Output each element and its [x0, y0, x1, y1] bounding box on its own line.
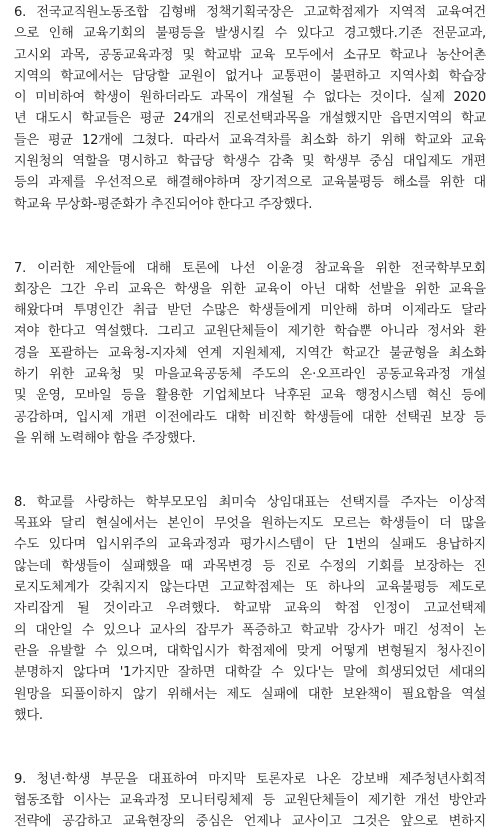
paragraph-line: 원망을 되풀이하지 않기 위해서는 제도 실패에 대한 보완책이 필요함을 역설: [14, 686, 486, 702]
paragraph-line: 경을 포괄하는 교육청-지자체 연계 지원체제, 지역간 학교간 불균형을 최소화: [14, 345, 486, 361]
paragraph-line: 이 미비하여 학생이 원하더라도 과목이 개설될 수 없다는 것이다. 실제 2020: [14, 90, 486, 106]
paragraph-line: 져야 한다고 역설했다. 그리고 교원단체들이 제기한 학습뿐 아니라 정서와 환: [14, 324, 486, 340]
paragraph-line: 하기 위한 교육청 및 마을교육공동체 주도의 온·오프라인 공동교육과정 개설: [14, 367, 486, 383]
paragraph-line: 으로 인해 교육기회의 불평등을 발생시킬 수 있다고 경고했다.기존 전문교과,: [14, 26, 486, 42]
paragraph-line: 의 대안일 수 있으나 교사의 잡무가 폭증하고 학교밖 강사가 매긴 성적이 논: [14, 622, 486, 638]
paragraph-line: 란을 유발할 수 있으며, 대학입시가 학점제에 맞게 어떻게 변형될지 청사진이: [14, 643, 486, 659]
paragraph-line: 지역의 학교에서는 담당할 교원이 없거나 교통편이 불편하고 지역사회 학습장: [14, 68, 486, 84]
paragraph-line: 수도 있다며 입시위주의 교육과정과 평가시스템이 단 1번의 실패도 용납하지: [14, 537, 486, 553]
paragraph-line: 을 위해 노력해야 함을 주장했다.: [14, 430, 196, 446]
paragraph-gap: [14, 215, 486, 236]
paragraph-line: 공감하며, 입시제 개편 이전에라도 대학 비진학 학생들에 대한 선택권 보장 등: [14, 409, 486, 425]
paragraph-gap: [14, 747, 486, 768]
paragraph-line: 년 대도시 학교들은 평균 24개의 진로선택과목을 개설했지만 읍면지역의 학교: [14, 111, 486, 127]
paragraph-7: [14, 258, 486, 450]
paragraph-gap: [14, 449, 486, 470]
paragraph-line: 학교육 무상화-평준화가 추진되어야 한다고 주장했다.: [14, 196, 313, 212]
paragraph-line: 분명하지 않다며 '1가지만 잘하면 대학갈 수 있다'는 말에 희생되었던 세대의: [14, 665, 486, 681]
paragraph-line: 들은 평균 12개에 그쳤다. 따라서 교육격차를 최소화 하기 위해 학교와 교육: [14, 132, 486, 148]
paragraph-line: 했다.: [14, 707, 43, 723]
paragraph-line: 6. 전국교직원노동조합 김형배 정책기획국장은 고교학점제가 지역적 교육여건: [14, 5, 486, 20]
paragraph-8: [14, 492, 486, 726]
paragraph-line: 회장은 그간 우리 교육은 학생을 위한 교육이 아닌 대학 선발을 위한 교육을: [14, 281, 486, 297]
paragraph-6: [14, 2, 486, 215]
paragraph-line: 해왔다며 투명인간 취급 받던 수많은 학생들에게 미안해 하며 이제라도 달라: [14, 303, 486, 319]
paragraph-line: 7. 이러한 제안들에 대해 토론에 나선 이윤경 참교육을 위한 전국학부모회: [14, 260, 486, 276]
paragraph-line: 및 운영, 모바일 등을 활용한 기업체보다 낙후된 교육 행정시스템 혁신 등에: [14, 388, 486, 404]
paragraph-gap: [14, 236, 486, 257]
document-body: [14, 0, 486, 833]
paragraph-gap: [14, 471, 486, 492]
paragraph-line: 전략에 공감하고 교육현장의 중심은 언제나 교사이고 그것은 앞으로 변하지: [14, 814, 486, 830]
paragraph-line: 로지도체계가 갖춰지지 않는다면 고교학점제는 또 하나의 교육불평등 제도로: [14, 580, 486, 596]
paragraph-gap: [14, 726, 486, 747]
paragraph-line: 지원청의 역할을 명시하고 학급당 학생수 감축 및 학생부 중심 대입제도 개편: [14, 154, 486, 170]
paragraph-9: [14, 769, 486, 833]
paragraph-line: 자리잡게 될 것이라고 우려했다. 학교밖 교육의 학점 인정이 고교선택제: [14, 601, 486, 617]
paragraph-line: 등의 과제를 우선적으로 해결해야하며 장기적으로 교육불평등 해소를 위한 대: [14, 175, 486, 191]
paragraph-line: 않는데 학생들이 실패했을 때 과목변경 등 진로 수정의 기회를 보장하는 진: [14, 558, 486, 574]
paragraph-line: 협동조합 이사는 교육과정 모니터링체제 등 교원단체들이 제기한 개선 방안과: [14, 792, 486, 808]
paragraph-line: 8. 학교를 사랑하는 학부모모임 최미숙 상임대표는 선택지를 주자는 이상적: [14, 494, 486, 510]
paragraph-line: 9. 청년·학생 부문을 대표하여 마지막 토론자로 나온 강보배 제주청년사회적: [14, 771, 486, 787]
paragraph-line: 고시외 과목, 공동교육과정 및 학교밖 교육 모두에서 소규모 학교나 농산어촌: [14, 47, 486, 63]
paragraph-line: 목표와 달리 현실에서는 본인이 무엇을 원하는지도 모르는 학생들이 더 많을: [14, 516, 486, 532]
